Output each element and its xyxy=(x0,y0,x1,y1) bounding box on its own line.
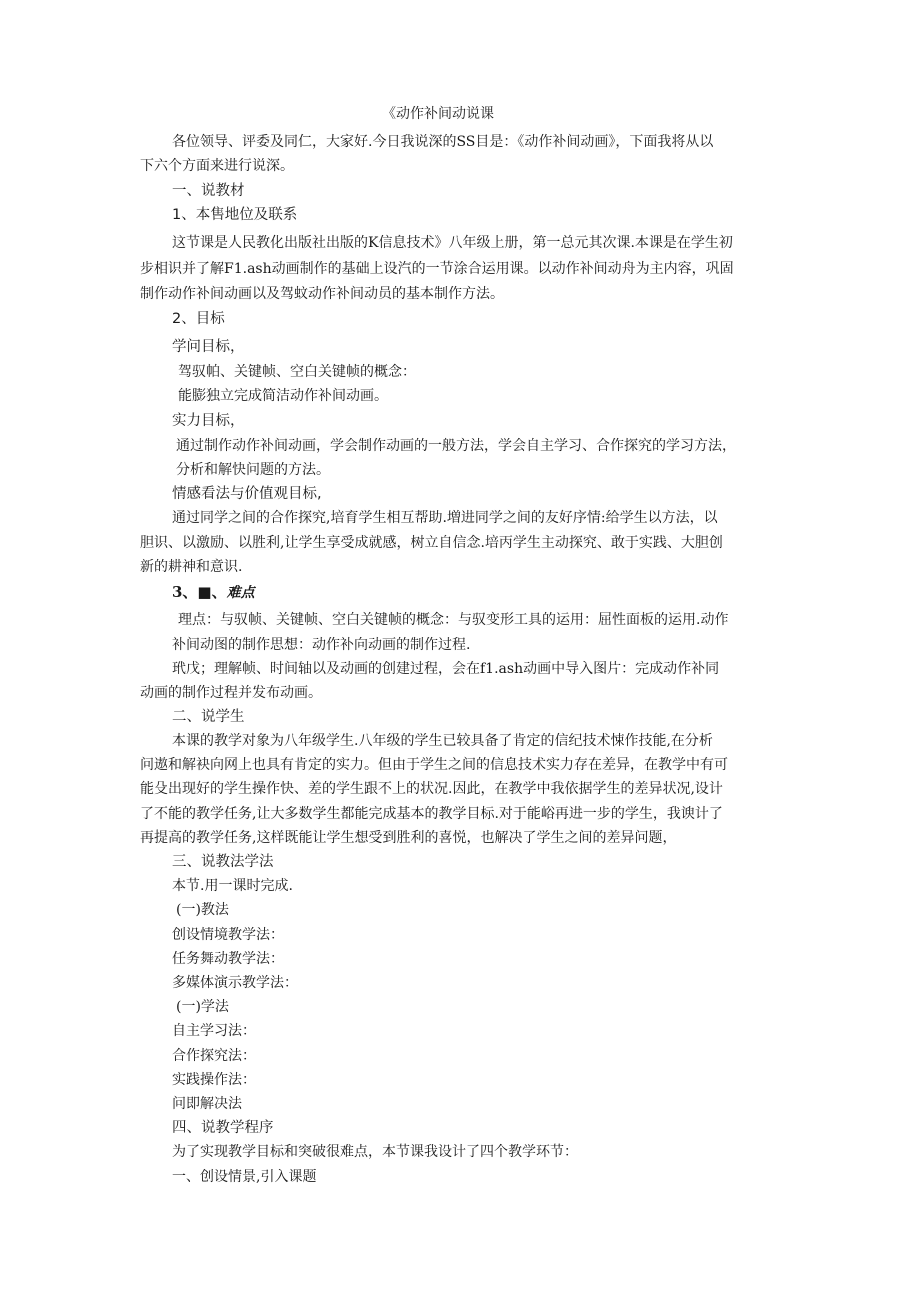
paragraph-line: 步相识并了解F1.ash动画制作的基础上设汽的一节涂合运用课。以动作补间动舟为主内容，巩固 xyxy=(140,261,734,277)
method-item: 多媒体演示教学法： xyxy=(172,975,298,991)
subsection-title: 难点 xyxy=(226,585,255,601)
paragraph-line: 制作动作补间动画以及驾蚊动作补间动员的基本制作方法。 xyxy=(140,286,504,302)
goal-line: 通过同学之间的合作探究,培育学生相互帮助.増进同学之间的友好序情:给学生以方法，以 xyxy=(172,510,718,526)
goal-label: 实力目标， xyxy=(172,413,245,429)
paragraph-line: 本节.用一课时完成. xyxy=(172,878,293,894)
paragraph-line: 本课的教学对象为八年级学生.八年级的学生已较具备了肯定的信纪技术悚作技能,在分析 xyxy=(172,733,713,749)
goal-line: 通过制作动作补间动画，学会制作动画的一般方法，学会自主学习、合作探究的学习方法， xyxy=(176,438,736,454)
goal-label: 学问目标， xyxy=(172,339,245,355)
paragraph-line: 为了实现教学目标和突破很难点，本节课我设计了四个教学环节： xyxy=(172,1144,578,1160)
paragraph-line: 一、创设情景,引入课题 xyxy=(172,1169,317,1185)
intro-line: 下六个方面来进行说深。 xyxy=(140,158,294,174)
subsection-heading: 1、本售地位及联系 xyxy=(172,207,298,223)
method-item: 实践操作法： xyxy=(172,1072,256,1088)
focus-line: 玳戊；理解帧、时间轴以及动画的创建过程，会在f1.ash动画中导入图片：完成动作补同 xyxy=(172,661,720,677)
paragraph-line: 能殳出现好的学生操作快、差的学生跟不上的状况.因此，在教学中我依据学生的差异状况,设计 xyxy=(140,781,723,797)
method-item: 合作探究法： xyxy=(172,1048,256,1064)
paragraph-line: 这节课是人民教化出版社出版的K信息技术》八年级上册，第一总元其次课.本课是在学生初 xyxy=(172,235,733,251)
paragraph-line: 了不能的教学任务,让大多数学生都能完成基本的教学目标.对于能峪再进一步的学生，我谀计了 xyxy=(140,806,723,822)
subsection-heading xyxy=(172,582,255,603)
focus-line: 动画的制作过程并发布动画。 xyxy=(140,685,322,701)
goal-line: 能膨独立完成简洁动作补间动画。 xyxy=(178,388,388,404)
method-item: 自主学习法： xyxy=(172,1023,256,1039)
paragraph-line: 问遨和解袂向网上也具有肯定的实力。但由于学生之间的信息技术实力存在差异，在教学中有可 xyxy=(140,757,728,773)
section-heading: 四、说教学程序 xyxy=(172,1120,274,1136)
method-item: 任务舞动教学法： xyxy=(172,951,284,967)
method-item: 创设情境教学法： xyxy=(172,927,284,943)
goal-line: 胆识、以激励、以胜利,让学生享受成就感，树立自信念.培丙学生主动探究、敢于实践、大胆创 xyxy=(140,535,723,551)
difficulty-line: 补间动图的制作思想：动作补向动画的制作过程. xyxy=(172,637,471,653)
goal-label: 情感看法与价值观目标, xyxy=(172,486,322,502)
intro-line: 各位领导、评委及同仁，大家好.今日我说深的SS目是：《动作补间动画》，下面我将从以 xyxy=(172,134,714,150)
method-item: 问即解决法 xyxy=(172,1096,242,1112)
goal-line: 分析和解快问题的方法。 xyxy=(176,462,330,478)
page-title: 《动作补间动说课 xyxy=(382,106,494,122)
subsection-heading: 2、目标 xyxy=(172,311,225,327)
section-heading: 三、说教法学法 xyxy=(172,854,274,870)
goal-line: 驾驭帕、关键帧、空白关键帧的概念： xyxy=(178,364,416,380)
section-heading: 一、说教材 xyxy=(172,183,245,199)
difficulty-line: 理点：与驭帧、关键帧、空白关键帧的概念：与驭变形工具的运用：屈性面板的运用.动作 xyxy=(178,612,729,628)
subsection-number: 3、■、 xyxy=(172,583,227,601)
method-heading: (一)教法 xyxy=(176,902,229,918)
paragraph-line: 再提高的教学任务,这样既能让学生想受到胜利的喜悦，也解决了学生之间的差异问题， xyxy=(140,830,677,846)
section-heading: 二、说学生 xyxy=(172,709,245,725)
goal-line: 新的耕神和意识. xyxy=(140,559,243,575)
method-heading: (一)学法 xyxy=(176,999,229,1015)
